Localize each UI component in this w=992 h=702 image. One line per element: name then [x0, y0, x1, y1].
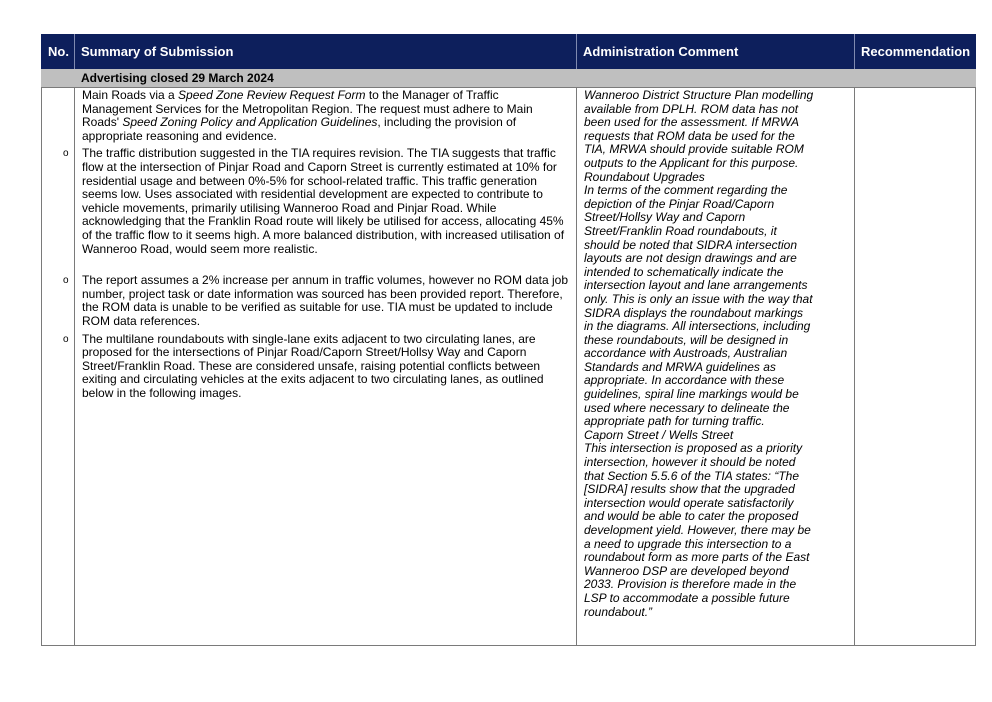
bullet-text: The multilane roundabouts with single-lane exits adjacent to two circulating lanes, are proposed for the intersections of Pinjar Road/Caporn Street/Hollsy Way and Caporn Street/Franklin Road. These are considered unsafe, raising potential conflicts between exiting and circulating vehicles at the exits adjacent to two circulating lanes, as outlined below in the following images.	[82, 331, 544, 400]
bullet-text: The report assumes a 2% increase per annum in traffic volumes, however no ROM data job number, project task or date information was sourced has been provided report. Therefore, the ROM data is unable to be verified as suitable for use. TIA must be updated to include ROM data references.	[82, 273, 569, 328]
admin-paragraph: This intersection is proposed as a priority intersection, however it should be noted that Section 5.5.6 of the TIA states: “The [SIDRA] results show that the upgraded intersection would operate satisfactorily and would be able to cater the proposed development yield. However, there may be a need to upgrade this intersection to a roundabout form as more parts of the East Wanneroo DSP are developed beyond 2033. Provision is therefore made in the LSP to accommodate a possible future roundabout.”	[584, 441, 811, 619]
summary-intro-text: to the Manager of Traffic Management Services for the Metropolitan Region. The request must adhere to Main Roads'	[82, 88, 533, 130]
section-title: Advertising closed 29 March 2024	[81, 71, 274, 85]
bullet-text: The traffic distribution suggested in the TIA requires revision. The TIA suggests that traffic flow at the intersection of Pinjar Road and Caporn Street is currently estimated at 10% for residential usage and between 0%-5% for school-related traffic. This traffic generation seems low. Uses associated with residential development are expected to contribute to vehicle movements, primarily utilising Wanneroo Road and Pinjar Road. While acknowledging that the Franklin Road route will likely be utilised for access, allocating 45% of the traffic flow to it seems high. A more balanced distribution, with increased utilisation of Wanneroo Road, would seem more realistic.	[82, 146, 565, 256]
list-item	[63, 331, 572, 401]
section-row	[41, 69, 976, 87]
header-divider	[576, 34, 577, 69]
list-item	[63, 146, 572, 256]
list-item	[63, 273, 572, 328]
header-summary: Summary of Submission	[81, 44, 234, 59]
summary-intro-text: , including the provision of appropriate reasoning and evidence.	[82, 115, 517, 143]
header-divider	[74, 34, 75, 69]
column-divider	[576, 87, 577, 646]
admin-subheading: Roundabout Upgrades	[584, 169, 705, 184]
summary-intro	[82, 89, 572, 143]
header-no: No.	[48, 44, 69, 59]
admin-subheading: Caporn Street / Wells Street	[584, 427, 734, 442]
bullet-marker: o	[63, 275, 69, 287]
column-divider	[854, 87, 855, 646]
form-name: Speed Zone Review Request Form	[178, 88, 366, 102]
admin-comment-cell	[584, 89, 814, 619]
column-divider	[74, 87, 75, 646]
header-admin-comment: Administration Comment	[583, 44, 739, 59]
admin-paragraph: In terms of the comment regarding the depiction of the Pinjar Road/Caporn Street/Hollsy Way and Caporn Street/Franklin Road roundabouts, it should be noted that SIDRA intersection layouts are not design drawings and are intended to schematically indicate the intersection layout and lane arrangements only. This is only an issue with the way that SIDRA displays the roundabout markings in the diagrams. All intersections, including these roundabouts, will be designed in accordance with Austroads, Australian Standards and MRWA guidelines as appropriate. In accordance with these guidelines, spiral line markings would be used where necessary to delineate the appropriate path for turning traffic.	[584, 183, 813, 429]
bullet-marker: o	[63, 148, 69, 160]
summary-intro-text: Main Roads via a	[82, 88, 179, 102]
bullet-marker: o	[63, 333, 69, 345]
admin-paragraph: Wanneroo District Structure Plan modelling available from DPLH. ROM data has not been used for the assessment. If MRWA requests that ROM data be used for the TIA, MRWA should provide suitable ROM outputs to the Applicant for this purpose.	[584, 88, 814, 170]
header-recommendation: Recommendation	[861, 44, 971, 59]
summary-cell	[63, 88, 572, 400]
header-divider	[854, 34, 855, 69]
policy-name: Speed Zoning Policy and Application Guidelines	[122, 115, 378, 130]
table-header	[41, 34, 976, 69]
